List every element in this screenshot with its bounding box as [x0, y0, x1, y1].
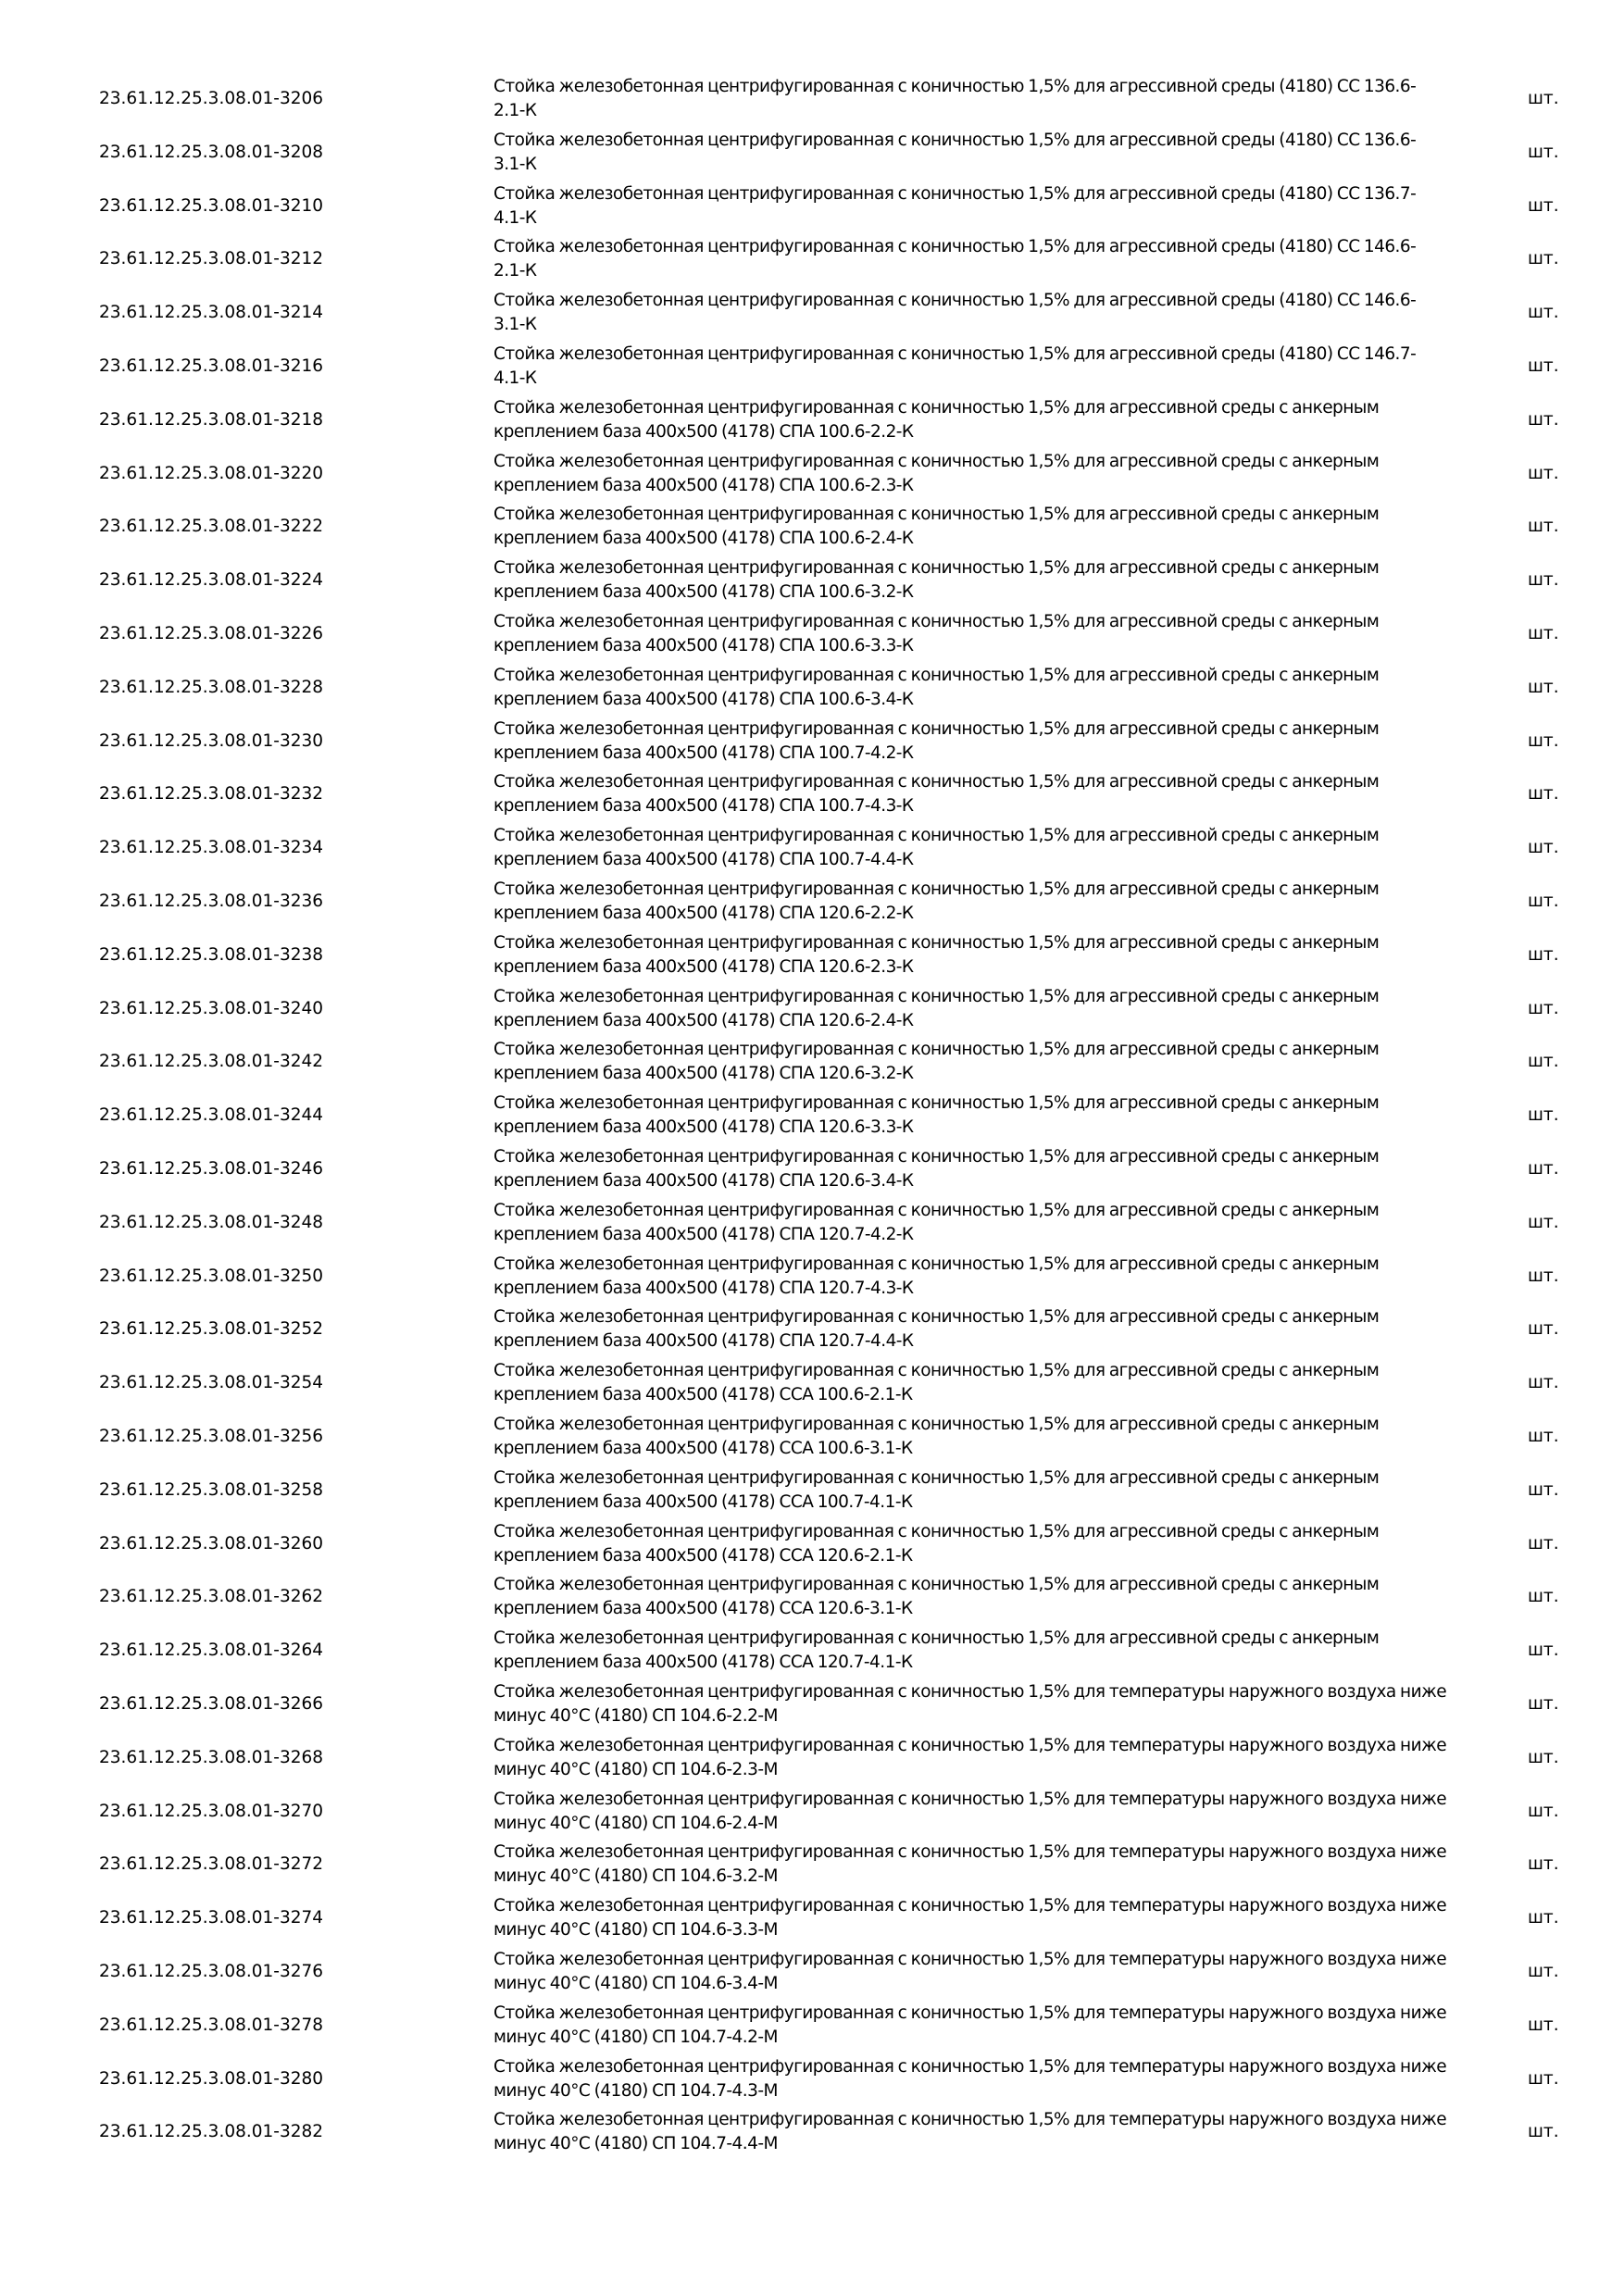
item-code: 23.61.12.25.3.08.01-3258 — [99, 1479, 324, 1500]
item-unit: шт. — [1528, 730, 1559, 751]
item-code: 23.61.12.25.3.08.01-3206 — [99, 89, 324, 108]
item-code: 23.61.12.25.3.08.01-3266 — [99, 1694, 324, 1714]
item-unit: шт. — [1528, 2122, 1559, 2142]
table-row — [0, 393, 1624, 447]
item-unit: шт. — [1528, 1266, 1559, 1286]
item-description-cell — [493, 1196, 1447, 1250]
item-description-cell — [493, 340, 1447, 393]
item-code: 23.61.12.25.3.08.01-3240 — [99, 998, 324, 1018]
item-description-cell — [493, 1089, 1447, 1142]
item-unit: шт. — [1528, 1747, 1559, 1767]
item-code: 23.61.12.25.3.08.01-3282 — [99, 2122, 324, 2142]
item-description-cell — [493, 1999, 1447, 2053]
item-code: 23.61.12.25.3.08.01-3268 — [99, 1747, 324, 1767]
item-description: Стойка железобетонная центрифугированная с коничностью 1,5% для агрессивной среды (4180) СС 136.6-3.1-К — [493, 130, 1417, 174]
item-description: Стойка железобетонная центрифугированная с коничностью 1,5% для температуры наружного воздуха ниже минус 40°С (4180) СП 104.6-3.2-М — [493, 1842, 1447, 1887]
item-unit: шт. — [1528, 784, 1559, 805]
item-code: 23.61.12.25.3.08.01-3234 — [99, 838, 324, 858]
item-description-cell — [493, 715, 1447, 768]
item-code: 23.61.12.25.3.08.01-3246 — [99, 1159, 324, 1179]
table-row — [0, 72, 1624, 126]
item-unit: шт. — [1528, 89, 1559, 108]
table-row — [0, 1517, 1624, 1571]
item-code: 23.61.12.25.3.08.01-3242 — [99, 1052, 324, 1072]
item-code: 23.61.12.25.3.08.01-3250 — [99, 1266, 324, 1286]
item-unit: шт. — [1528, 1427, 1559, 1446]
item-unit: шт. — [1528, 2015, 1559, 2035]
item-description: Стойка железобетонная центрифугированная с коничностью 1,5% для агрессивной среды с анкерным креплением база 400х500 (4178) ССА 100.6-2.1-К — [493, 1361, 1380, 1405]
item-description-cell — [493, 232, 1447, 286]
item-description: Стойка железобетонная центрифугированная с коничностью 1,5% для агрессивной среды с анкерным креплением база 400х500 (4178) СПА 120.6-3.3-К — [493, 1093, 1380, 1138]
item-description: Стойка железобетонная центрифугированная с коничностью 1,5% для агрессивной среды (4180) СС 146.6-3.1-К — [493, 291, 1417, 335]
item-code: 23.61.12.25.3.08.01-3226 — [99, 624, 324, 643]
item-code: 23.61.12.25.3.08.01-3270 — [99, 1801, 324, 1821]
table-row — [0, 1464, 1624, 1517]
item-description-cell — [493, 1891, 1447, 1945]
item-description-cell — [493, 1624, 1447, 1678]
item-code: 23.61.12.25.3.08.01-3236 — [99, 892, 324, 911]
item-description-cell — [493, 767, 1447, 821]
table-row — [0, 1142, 1624, 1196]
table-row — [0, 340, 1624, 393]
item-code: 23.61.12.25.3.08.01-3262 — [99, 1587, 324, 1607]
item-description-cell — [493, 982, 1447, 1036]
item-unit: шт. — [1528, 1533, 1559, 1554]
item-description-cell — [493, 126, 1447, 180]
item-unit: шт. — [1528, 1587, 1559, 1607]
item-code: 23.61.12.25.3.08.01-3232 — [99, 784, 324, 805]
item-unit: шт. — [1528, 677, 1559, 697]
item-description-cell — [493, 1731, 1447, 1785]
table-row — [0, 286, 1624, 340]
item-code: 23.61.12.25.3.08.01-3216 — [99, 356, 324, 376]
table-row — [0, 767, 1624, 821]
item-description: Стойка железобетонная центрифугированная с коничностью 1,5% для агрессивной среды с анкерным креплением база 400х500 (4178) ССА 100.6-3.1-К — [493, 1415, 1380, 1458]
table-row — [0, 1891, 1624, 1945]
item-description: Стойка железобетонная центрифугированная с коничностью 1,5% для агрессивной среды с анкерным креплением база 400х500 (4178) ССА 120.6-2.1-К — [493, 1521, 1380, 1566]
table-row — [0, 126, 1624, 180]
item-code: 23.61.12.25.3.08.01-3274 — [99, 1908, 324, 1928]
item-description: Стойка железобетонная центрифугированная с коничностью 1,5% для температуры наружного воздуха ниже минус 40°С (4180) СП 104.7-4.4-М — [493, 2110, 1447, 2154]
item-code: 23.61.12.25.3.08.01-3272 — [99, 1854, 324, 1875]
table-row — [0, 1624, 1624, 1678]
item-description: Стойка железобетонная центрифугированная с коничностью 1,5% для агрессивной среды (4180) СС 146.7-4.1-К — [493, 344, 1417, 388]
item-code: 23.61.12.25.3.08.01-3220 — [99, 463, 324, 483]
table-row — [0, 2105, 1624, 2159]
table-row — [0, 982, 1624, 1036]
item-unit: шт. — [1528, 570, 1559, 591]
item-code: 23.61.12.25.3.08.01-3210 — [99, 195, 324, 216]
item-unit: шт. — [1528, 1908, 1559, 1928]
item-description: Стойка железобетонная центрифугированная с коничностью 1,5% для агрессивной среды с анкерным креплением база 400х500 (4178) СПА 100.6-2.2-К — [493, 397, 1380, 442]
item-description: Стойка железобетонная центрифугированная с коничностью 1,5% для агрессивной среды с анкерным креплением база 400х500 (4178) СПА 100.6-2.4-К — [493, 505, 1380, 549]
table-row — [0, 1035, 1624, 1089]
table-row — [0, 1410, 1624, 1464]
item-description: Стойка железобетонная центрифугированная с коничностью 1,5% для агрессивной среды с анкерным креплением база 400х500 (4178) СПА 120.7-4.4-К — [493, 1307, 1380, 1352]
item-unit: шт. — [1528, 2068, 1559, 2089]
item-unit: шт. — [1528, 1105, 1559, 1126]
item-unit: шт. — [1528, 463, 1559, 483]
item-description: Стойка железобетонная центрифугированная с коничностью 1,5% для агрессивной среды с анкерным креплением база 400х500 (4178) ССА 100.7-4.1-К — [493, 1467, 1380, 1512]
item-unit: шт. — [1528, 1159, 1559, 1179]
item-code: 23.61.12.25.3.08.01-3244 — [99, 1105, 324, 1126]
item-unit: шт. — [1528, 1319, 1559, 1340]
item-description-cell — [493, 72, 1447, 126]
item-description: Стойка железобетонная центрифугированная с коничностью 1,5% для температуры наружного воздуха ниже минус 40°С (4180) СП 104.6-2.4-М — [493, 1789, 1447, 1833]
item-description-cell — [493, 447, 1447, 501]
table-row — [0, 1785, 1624, 1839]
item-description: Стойка железобетонная центрифугированная с коничностью 1,5% для температуры наружного воздуха ниже минус 40°С (4180) СП 104.7-4.3-М — [493, 2056, 1447, 2101]
item-unit: шт. — [1528, 1854, 1559, 1875]
table-row — [0, 1570, 1624, 1624]
table-row — [0, 607, 1624, 661]
table-row — [0, 2053, 1624, 2106]
item-code: 23.61.12.25.3.08.01-3264 — [99, 1641, 324, 1661]
item-description-cell — [493, 2053, 1447, 2106]
item-code: 23.61.12.25.3.08.01-3228 — [99, 677, 324, 697]
item-description-cell — [493, 1838, 1447, 1891]
item-description-cell — [493, 1517, 1447, 1571]
table-row — [0, 715, 1624, 768]
table-row — [0, 554, 1624, 607]
table-row — [0, 1731, 1624, 1785]
item-unit: шт. — [1528, 1479, 1559, 1500]
item-code: 23.61.12.25.3.08.01-3252 — [99, 1319, 324, 1340]
item-code: 23.61.12.25.3.08.01-3280 — [99, 2068, 324, 2089]
item-code: 23.61.12.25.3.08.01-3222 — [99, 517, 324, 537]
item-description-cell — [493, 1945, 1447, 1999]
table-row — [0, 232, 1624, 286]
item-unit: шт. — [1528, 1373, 1559, 1393]
item-description-cell — [493, 661, 1447, 715]
table-row — [0, 929, 1624, 982]
item-description: Стойка железобетонная центрифугированная с коничностью 1,5% для агрессивной среды (4180) СС 146.6-2.1-К — [493, 237, 1417, 281]
item-description: Стойка железобетонная центрифугированная с коничностью 1,5% для агрессивной среды с анкерным креплением база 400х500 (4178) СПА 100.7-4.4-К — [493, 826, 1380, 870]
item-description-cell — [493, 2105, 1447, 2159]
item-code: 23.61.12.25.3.08.01-3230 — [99, 730, 324, 751]
item-description: Стойка железобетонная центрифугированная с коничностью 1,5% для агрессивной среды с анкерным креплением база 400х500 (4178) СПА 120.6-3.2-К — [493, 1040, 1380, 1084]
item-code: 23.61.12.25.3.08.01-3248 — [99, 1212, 324, 1232]
item-description: Стойка железобетонная центрифугированная с коничностью 1,5% для агрессивной среды с анкерным креплением база 400х500 (4178) СПА 120.6-2.3-К — [493, 932, 1380, 977]
table-row — [0, 1838, 1624, 1891]
table-row — [0, 1356, 1624, 1410]
item-unit: шт. — [1528, 409, 1559, 430]
item-description: Стойка железобетонная центрифугированная с коничностью 1,5% для агрессивной среды с анкерным креплением база 400х500 (4178) СПА 100.7-4.3-К — [493, 772, 1380, 817]
item-description: Стойка железобетонная центрифугированная с коничностью 1,5% для агрессивной среды с анкерным креплением база 400х500 (4178) СПА 120.6-2.2-К — [493, 880, 1380, 923]
item-description-cell — [493, 180, 1447, 233]
item-description: Стойка железобетонная центрифугированная с коничностью 1,5% для агрессивной среды с анкерным креплением база 400х500 (4178) СПА 100.7-4.2-К — [493, 718, 1380, 763]
item-code: 23.61.12.25.3.08.01-3278 — [99, 2015, 324, 2035]
item-unit: шт. — [1528, 303, 1559, 323]
table-row — [0, 875, 1624, 929]
item-unit: шт. — [1528, 1962, 1559, 1981]
item-unit: шт. — [1528, 838, 1559, 858]
item-unit: шт. — [1528, 249, 1559, 269]
item-unit: шт. — [1528, 142, 1559, 162]
item-description-cell — [493, 393, 1447, 447]
item-code: 23.61.12.25.3.08.01-3212 — [99, 249, 324, 269]
item-description: Стойка железобетонная центрифугированная с коничностью 1,5% для температуры наружного воздуха ниже минус 40°С (4180) СП 104.6-3.3-М — [493, 1896, 1447, 1940]
item-unit: шт. — [1528, 1052, 1559, 1072]
item-code: 23.61.12.25.3.08.01-3218 — [99, 409, 324, 430]
item-description: Стойка железобетонная центрифугированная с коничностью 1,5% для агрессивной среды (4180) СС 136.7-4.1-К — [493, 183, 1417, 228]
item-description: Стойка железобетонная центрифугированная с коничностью 1,5% для агрессивной среды с анкерным креплением база 400х500 (4178) СПА 120.6-2.4-К — [493, 986, 1380, 1030]
table-row — [0, 661, 1624, 715]
item-code: 23.61.12.25.3.08.01-3224 — [99, 570, 324, 591]
item-code: 23.61.12.25.3.08.01-3214 — [99, 303, 324, 323]
item-description-cell — [493, 1142, 1447, 1196]
item-description: Стойка железобетонная центрифугированная с коничностью 1,5% для температуры наружного воздуха ниже минус 40°С (4180) СП 104.6-3.4-М — [493, 1950, 1447, 1993]
item-description: Стойка железобетонная центрифугированная с коничностью 1,5% для агрессивной среды с анкерным креплением база 400х500 (4178) СПА 100.6-2.3-К — [493, 451, 1380, 495]
table-row — [0, 1089, 1624, 1142]
item-unit: шт. — [1528, 1641, 1559, 1661]
table-row — [0, 821, 1624, 875]
item-description-cell — [493, 1250, 1447, 1304]
item-description-cell — [493, 1035, 1447, 1089]
item-code: 23.61.12.25.3.08.01-3254 — [99, 1373, 324, 1393]
item-code: 23.61.12.25.3.08.01-3260 — [99, 1533, 324, 1554]
item-description-cell — [493, 607, 1447, 661]
item-unit: шт. — [1528, 1801, 1559, 1821]
item-code: 23.61.12.25.3.08.01-3256 — [99, 1427, 324, 1446]
item-description-cell — [493, 1356, 1447, 1410]
item-description: Стойка железобетонная центрифугированная с коничностью 1,5% для агрессивной среды с анкерным креплением база 400х500 (4178) ССА 120.6-3.1-К — [493, 1575, 1380, 1619]
item-unit: шт. — [1528, 356, 1559, 376]
item-unit: шт. — [1528, 624, 1559, 643]
item-unit: шт. — [1528, 1694, 1559, 1714]
item-description-cell — [493, 1410, 1447, 1464]
item-description-cell — [493, 929, 1447, 982]
item-description: Стойка железобетонная центрифугированная с коничностью 1,5% для температуры наружного воздуха ниже минус 40°С (4180) СП 104.6-2.2-М — [493, 1682, 1447, 1726]
item-code: 23.61.12.25.3.08.01-3276 — [99, 1962, 324, 1981]
item-description-cell — [493, 1303, 1447, 1356]
table-row — [0, 1303, 1624, 1356]
item-unit: шт. — [1528, 944, 1559, 965]
item-description-cell — [493, 286, 1447, 340]
item-code: 23.61.12.25.3.08.01-3208 — [99, 142, 324, 162]
item-code: 23.61.12.25.3.08.01-3238 — [99, 944, 324, 965]
item-unit: шт. — [1528, 195, 1559, 216]
table-row — [0, 1196, 1624, 1250]
item-description-cell — [493, 1678, 1447, 1731]
item-unit: шт. — [1528, 892, 1559, 911]
item-description: Стойка железобетонная центрифугированная с коничностью 1,5% для агрессивной среды с анкерным креплением база 400х500 (4178) СПА 100.6-3.3-К — [493, 612, 1380, 655]
item-description-cell — [493, 875, 1447, 929]
table-row — [0, 1999, 1624, 2053]
item-description: Стойка железобетонная центрифугированная с коничностью 1,5% для температуры наружного воздуха ниже минус 40°С (4180) СП 104.7-4.2-М — [493, 2003, 1447, 2047]
table-row — [0, 500, 1624, 554]
item-description: Стойка железобетонная центрифугированная с коничностью 1,5% для агрессивной среды с анкерным креплением база 400х500 (4178) СПА 120.7-4.3-К — [493, 1254, 1380, 1298]
item-description-cell — [493, 1570, 1447, 1624]
item-unit: шт. — [1528, 998, 1559, 1018]
item-description-cell — [493, 1464, 1447, 1517]
item-description: Стойка железобетонная центрифугированная с коничностью 1,5% для агрессивной среды с анкерным креплением база 400х500 (4178) СПА 120.7-4.2-К — [493, 1200, 1380, 1244]
item-description-cell — [493, 554, 1447, 607]
item-description-cell — [493, 821, 1447, 875]
item-description: Стойка железобетонная центрифугированная с коничностью 1,5% для агрессивной среды с анкерным креплением база 400х500 (4178) СПА 100.6-3.4-К — [493, 665, 1380, 709]
table-row — [0, 180, 1624, 233]
item-unit: шт. — [1528, 1212, 1559, 1232]
table-row — [0, 1678, 1624, 1731]
item-description: Стойка железобетонная центрифугированная с коничностью 1,5% для агрессивной среды с анкерным креплением база 400х500 (4178) СПА 100.6-3.2-К — [493, 558, 1380, 603]
item-description: Стойка железобетонная центрифугированная с коничностью 1,5% для агрессивной среды (4180) СС 136.6-2.1-К — [493, 77, 1417, 120]
item-description-cell — [493, 500, 1447, 554]
item-description: Стойка железобетонная центрифугированная с коничностью 1,5% для агрессивной среды с анкерным креплением база 400х500 (4178) ССА 120.7-4.1-К — [493, 1628, 1380, 1673]
item-description: Стойка железобетонная центрифугированная с коничностью 1,5% для агрессивной среды с анкерным креплением база 400х500 (4178) СПА 120.6-3.4-К — [493, 1147, 1380, 1191]
item-description: Стойка железобетонная центрифугированная с коничностью 1,5% для температуры наружного воздуха ниже минус 40°С (4180) СП 104.6-2.3-М — [493, 1735, 1447, 1779]
item-unit: шт. — [1528, 517, 1559, 537]
table-row — [0, 1250, 1624, 1304]
table-row — [0, 1945, 1624, 1999]
item-description-cell — [493, 1785, 1447, 1839]
table-row — [0, 447, 1624, 501]
